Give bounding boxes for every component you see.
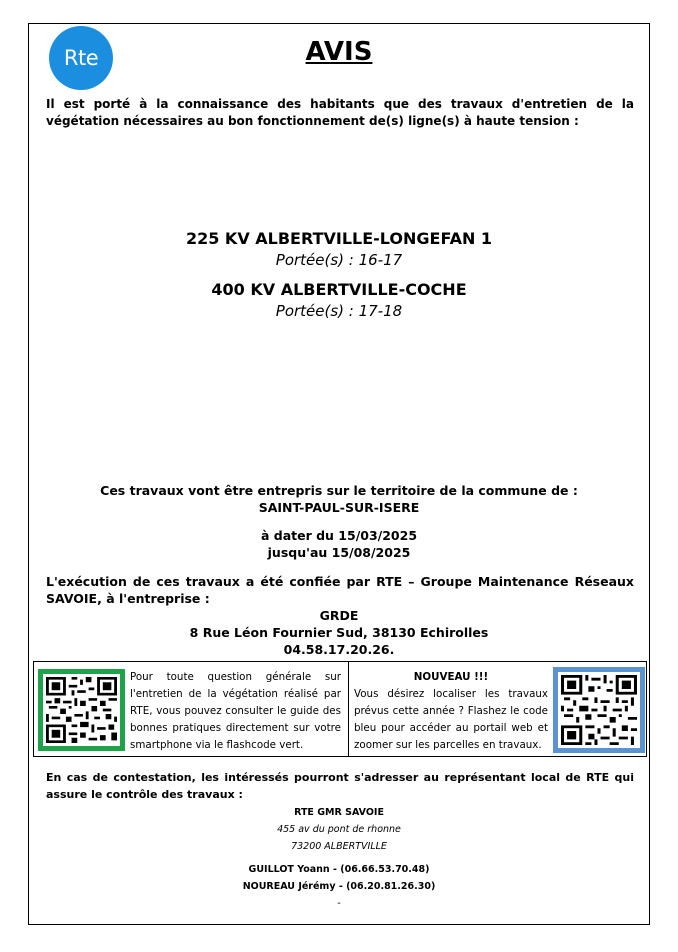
new-feature-heading: NOUVEAU !!! <box>413 671 489 683</box>
contact-person-2: NOUREAU Jérémy - (06.20.81.26.30) <box>242 881 436 892</box>
commune-name: SAINT-PAUL-SUR-ISERE <box>258 500 420 515</box>
box-divider <box>348 662 349 756</box>
date-end: jusqu'au 15/08/2025 <box>267 545 411 560</box>
green-qr-text: Pour toute question générale sur l'entretien de la végétation réalisé par RTE, vous pouvez consulter le guide des bonnes pratiques directement sur votre smartphone via le flashcode vert. <box>130 671 341 751</box>
company-address: 8 Rue Léon Fournier Sud, 38130 Echirolles <box>189 625 489 640</box>
company-name: GRDE <box>319 608 359 623</box>
rte-logo-text: Rte <box>63 46 99 70</box>
contact-org: RTE GMR SAVOIE <box>294 807 384 818</box>
contact-city: 73200 ALBERTVILLE <box>291 841 387 852</box>
contact-street: 455 av du pont de rhonne <box>277 824 401 835</box>
company-phone: 04.58.17.20.26. <box>283 642 395 657</box>
line-1-name: 225 KV ALBERTVILLE-LONGEFAN 1 <box>185 229 493 248</box>
blue-qr-text: Vous désirez localiser les travaux prévus cette année ? Flashez le code bleu pour accéder au portail web et zoomer sur les parcelles en travaux. <box>354 688 548 751</box>
green-qr-pattern <box>46 677 117 743</box>
info-box <box>33 661 647 757</box>
line-2-portee: Portée(s) : 17-18 <box>275 302 403 320</box>
execution-paragraph: L'exécution de ces travaux a été confiée par RTE – Groupe Maintenance Réseaux SAVOIE, à l'entreprise : <box>46 574 634 606</box>
date-start: à dater du 15/03/2025 <box>260 528 418 543</box>
new-feature-text <box>354 669 548 754</box>
blue-qr-code[interactable] <box>553 667 645 753</box>
contact-dash: - <box>337 898 341 909</box>
commune-intro: Ces travaux vont être entrepris sur le territoire de la commune de : <box>100 483 578 498</box>
contestation-paragraph: En cas de contestation, les intéressés pourront s'adresser au représentant local de RTE qui assure le contrôle des travaux : <box>46 771 634 801</box>
contact-person-1: GUILLOT Yoann - (06.66.53.70.48) <box>248 864 430 875</box>
line-2-name: 400 KV ALBERTVILLE-COCHE <box>211 280 467 299</box>
intro-paragraph: Il est porté à la connaissance des habitants que des travaux d'entretien de la végétation nécessaires au bon fonctionnement de(s) ligne(s) à haute tension : <box>46 97 634 128</box>
line-1-portee: Portée(s) : 16-17 <box>275 251 403 269</box>
page-title: AVIS <box>305 37 373 67</box>
green-qr-code[interactable] <box>38 669 125 751</box>
blue-qr-pattern <box>561 675 637 745</box>
